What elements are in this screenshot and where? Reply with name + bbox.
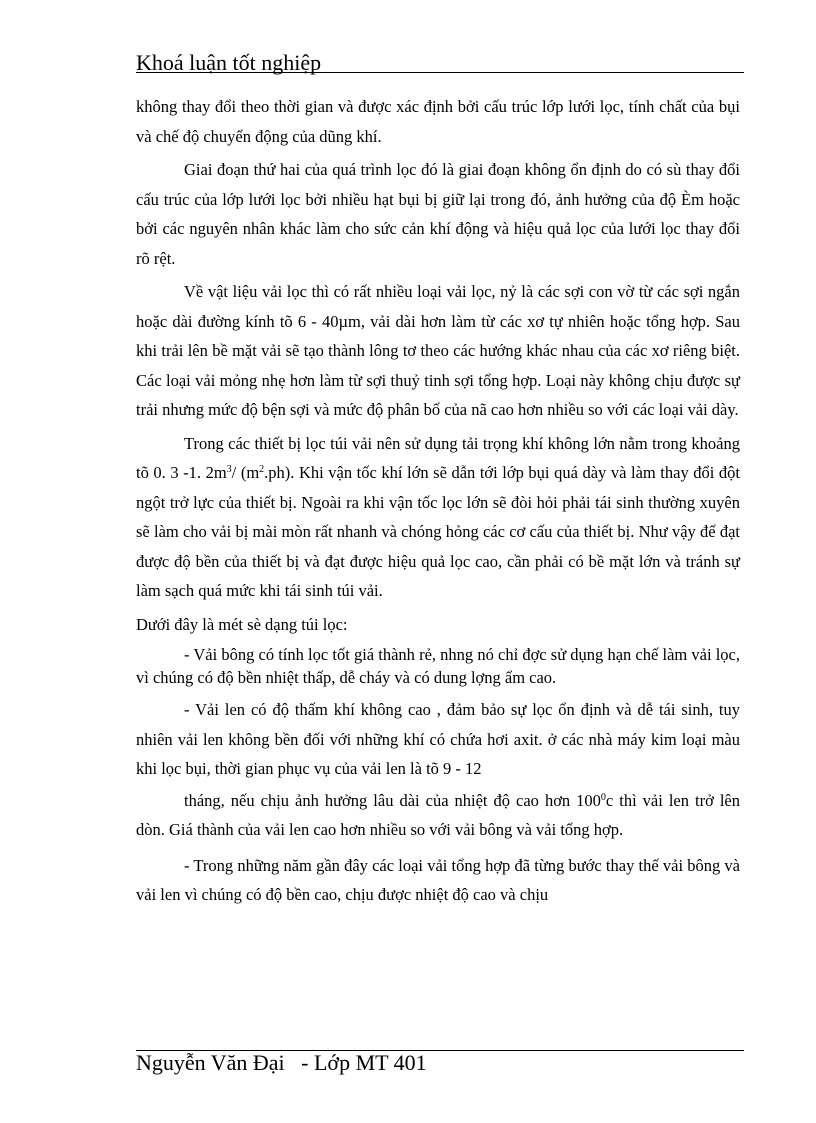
list-item-wool: - Vải len có độ thấm khí không cao , đảm bảo sự lọc ổn định và dễ tái sinh, tuy nhiên vải len không bền đối với những khí có chứa hơi axit. ở các nhà máy kim loại màu khi lọc bụi, thời gian phục vụ của vải len là tõ 9 - 12 — [136, 700, 740, 778]
body-text — [136, 92, 740, 910]
paragraph-3: Về vật liệu vải lọc thì có rất nhiều loại vải lọc, nỷ là các sợi con vờ từ các sợi ngắn hoặc dài đường kính tõ 6 - 40µm, vải dài hơn làm từ các xơ tự nhiên hoặc tổng hợp. Sau khi trải lên bề mặt vải sẽ tạo thành lông tơ theo các hướng khác nhau của các xơ riêng biệt. Các loại vải mỏng nhẹ hơn làm từ sợi thuỷ tinh sợi tổng hợp. Loại này không chịu được sự trải nhưng mức độ bện sợi và mức độ phân bố của nã cao hơn nhiều so với các loại vải dày. — [136, 282, 740, 419]
list-item-wool-continued — [136, 786, 740, 845]
paragraph-2: Giai đoạn thứ hai của quá trình lọc đó là giai đoạn không ổn định do có sù thay đổi cấu trúc của lớp lưới lọc bởi nhiều hạt bụi bị giữ lại trong đó, ảnh hưởng của độ Èm hoặc bởi các nguyên nhân khác làm cho sức cản khí động và hiệu quả lọc của lưới lọc thay đổi rõ rệt. — [136, 160, 740, 268]
paragraph-4-part-a: Trong các thiết bị lọc túi vải nên sử dụng tải trọng khí không lớn nằm trong khoảng tõ 0. 3 -1. 2m — [136, 433, 740, 482]
paragraph-1: không thay đổi theo thời gian và được xác định bởi cấu trúc lớp lưới lọc, tính chất của bụi và chế độ chuyển động của dũng khí. — [136, 97, 740, 146]
paragraph-4-part-b: / (m — [231, 463, 260, 482]
header-rule — [136, 72, 744, 73]
page-footer — [136, 1048, 427, 1078]
superscript-3: 3 — [226, 464, 232, 475]
superscript-2: 2 — [259, 464, 265, 475]
footer-author: Nguyễn Văn Đại — [136, 1050, 285, 1075]
list-item-cotton: - Vải bông có tính lọc tốt giá thành rẻ, nhng nó chỉ đợc sử dụng hạn chế làm vải lọc, vì chúng có độ bền nhiệt thấp, dễ cháy và có dung lợng ẩm cao. — [136, 645, 740, 687]
wool-cont-part-a: tháng, nếu chịu ảnh hưởng lâu dài của nhiệt độ cao hơn 100 — [184, 790, 601, 810]
wool-cont-part-b: c thì vải len trở lên dòn. Giá thành của vải len cao hơn nhiều so với vải bông và vải tổng hợp. — [136, 790, 740, 839]
superscript-degree: 0 — [600, 791, 606, 803]
list-item-synthetic: - Trong những năm gần đây các loại vải tổng hợp đã từng bước thay thế vải bông và vải len vì chúng có độ bền cao, chịu được nhiệt độ cao và chịu — [136, 855, 740, 904]
paragraph-4 — [136, 429, 740, 606]
page-header-title: Khoá luận tốt nghiệp — [136, 50, 322, 75]
paragraph-4-part-c: .ph). Khi vận tốc khí lớn sẽ dẫn tới lớp bụi quá dày và làm thay đổi đột ngột trở lực của thiết bị. Ngoài ra khi vận tốc lọc lớn sẽ đòi hỏi phải tái sinh thường xuyên sẽ làm cho vải bị mài mòn rất nhanh và chóng hỏng các cơ cấu của thiết bị. Như vậy để đạt được độ bền của thiết bị và đạt được hiệu quả lọc cao, cần phải có bề mặt lớn và tránh sự làm sạch quá mức khi tái sinh túi vải. — [136, 463, 740, 600]
footer-class: - Lớp MT 401 — [301, 1050, 427, 1075]
list-intro: Dưới đây là mét sè dạng túi lọc: — [136, 614, 348, 634]
